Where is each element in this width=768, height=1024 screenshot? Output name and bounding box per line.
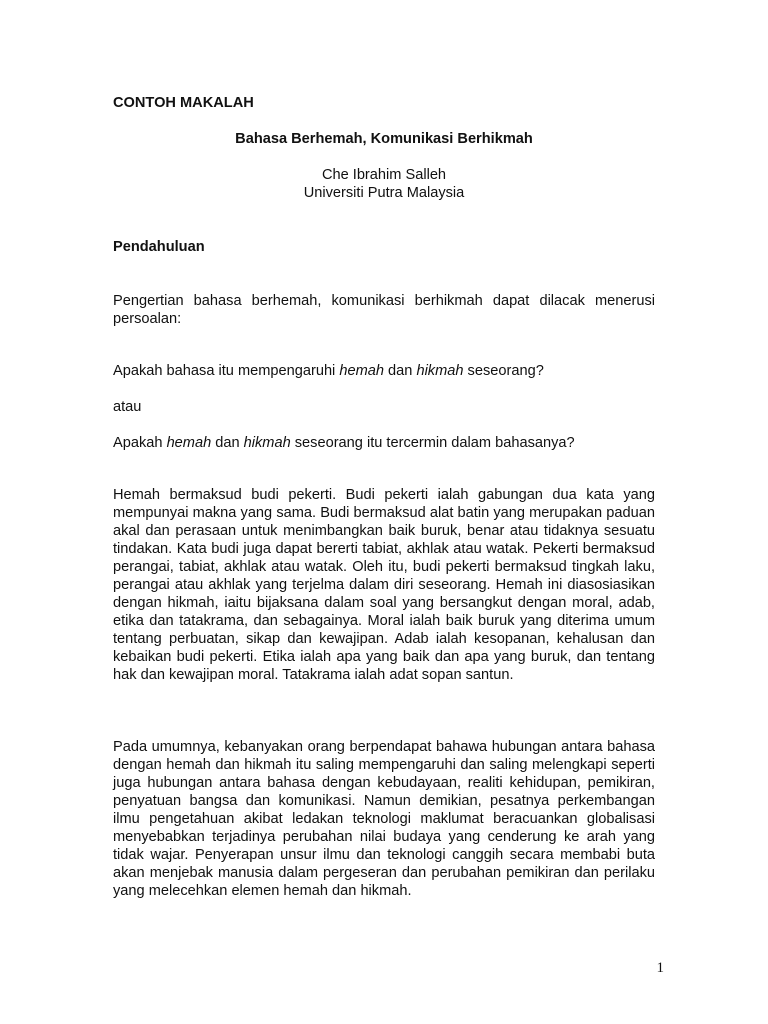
page-number: 1 [656, 960, 664, 976]
term-hikmah: hikmah [416, 363, 464, 379]
paragraph-hemah: Hemah bermaksud budi pekerti. Budi pekerti ialah gabungan dua kata yang mempunyai makna yang sama. Budi bermaksud alat batin yang merupakan paduan akal dan perasaan untuk menimbangkan baik buruk, benar atau tidaknya sesuatu tindakan. Kata budi juga dapat bererti tabiat, akhlak atau watak. Pekerti bermaksud perangai, tabiat, akhlak atau watak. Oleh itu, budi pekerti bermaksud tingkah laku, perangai atau akhlak yang terjelma dalam diri seseorang. Hemah ini diasosiasikan dengan hikmah, iaitu bijaksana dalam soal yang bersangkut dengan moral, adab, etika dan tatakrama, dan sebagainya. Moral ialah baik buruk yang diterima umum tentang perbuatan, sikap dan kewajipan. Adab ialah kesopanan, kehalusan dan kebaikan budi pekerti. Etika ialah apa yang baik dan apa yang buruk, dan tentang hak dan kewajipan moral. Tatakrama ialah adat sopan santun. [113, 487, 655, 683]
term-hemah: hemah [339, 363, 384, 379]
author-name: Che Ibrahim Salleh [321, 167, 447, 183]
or-word: atau [113, 399, 142, 415]
term-hemah: hemah [166, 435, 212, 451]
question-two: Apakah hemah dan hikmah seseorang itu tercermin dalam bahasanya? [113, 435, 575, 451]
section-heading: Pendahuluan [113, 239, 205, 255]
term-hikmah: hikmah [243, 435, 291, 451]
paper-title: Bahasa Berhemah, Komunikasi Berhikmah [235, 131, 533, 147]
intro-paragraph: Pengertian bahasa berhemah, komunikasi berhikmah dapat dilacak menerusi persoalan: [113, 293, 655, 327]
document-label: CONTOH MAKALAH [113, 95, 254, 111]
question-one: Apakah bahasa itu mempengaruhi hemah dan hikmah seseorang? [113, 363, 544, 379]
author-affiliation: Universiti Putra Malaysia [303, 185, 465, 201]
paragraph-pada-umumnya: Pada umumnya, kebanyakan orang berpendapat bahawa hubungan antara bahasa dengan hemah dan hikmah itu saling mempengaruhi dan saling melengkapi seperti juga hubungan antara bahasa dengan kebudayaan, realiti kehidupan, pemikiran, penyatuan bangsa dan komunikasi. Namun demikian, pesatnya perkembangan ilmu pengetahuan akibat ledakan teknologi maklumat beracuankan globalisasi menyebabkan terjadinya perubahan nilai budaya yang cenderung ke arah yang tidak wajar. Penyerapan unsur ilmu dan teknologi canggih secara membabi buta akan menjebak manusia dalam pergeseran dan perubahan pemikiran dan perilaku yang melecehkan elemen hemah dan hikmah. [113, 739, 655, 899]
